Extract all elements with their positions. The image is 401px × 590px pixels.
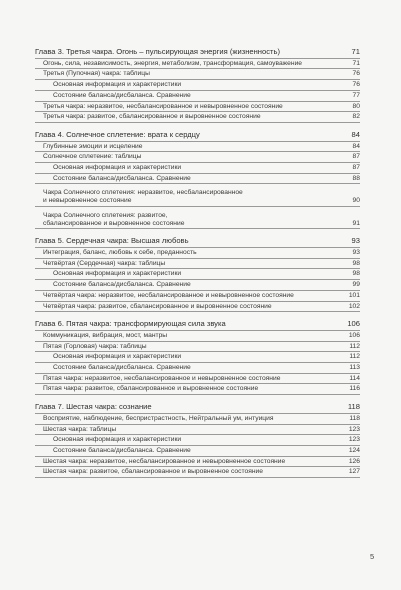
toc-entry-title: Пятая (Горловая) чакра: таблицы	[43, 342, 147, 350]
toc-entry-page: 123	[348, 425, 360, 433]
toc-entry-title: Шестая чакра: таблицы	[43, 425, 117, 433]
toc-entry-page: 118	[349, 414, 360, 422]
toc-entry-title: Чакра Солнечного сплетения: развитое, сбалансированное и выровненное состояние	[43, 211, 185, 227]
toc-entry-page: 112	[349, 353, 360, 361]
toc-entry	[35, 269, 360, 280]
toc-entry	[35, 188, 360, 206]
toc-chapter	[35, 236, 360, 248]
toc-entry-page: 114	[349, 374, 360, 382]
toc-entry	[35, 414, 360, 425]
toc-entry-page: 113	[349, 364, 360, 372]
toc-entry-page: 116	[349, 385, 360, 393]
toc-entry-page: 71	[351, 47, 360, 56]
toc-entry	[35, 302, 360, 313]
toc-entry-page: 80	[352, 102, 360, 110]
toc-entry	[35, 342, 360, 353]
toc-chapter	[35, 130, 360, 142]
toc-entry-title: Четвёртая чакра: неразвитое, несбалансированное и невыровненное состояние	[43, 291, 294, 299]
toc-chapter	[35, 402, 360, 414]
toc-entry-title: Основная информация и характеристики	[53, 436, 182, 444]
toc-entry-page: 90	[352, 197, 360, 205]
toc-entry-title: Интеграция, баланс, любовь к себе, преданность	[43, 249, 197, 256]
toc-entry-title: Глава 7. Шестая чакра: сознание	[35, 402, 152, 412]
toc-entry	[35, 152, 360, 163]
toc-entry-title: Состояние баланса/дисбаланса. Сравнение	[53, 281, 191, 289]
toc-entry	[35, 211, 360, 229]
toc-entry-title: Глубинные эмоции и исцеление	[43, 142, 143, 150]
toc-entry-title: Чакра Солнечного сплетения: неразвитое, несбалансированное и невыровненное состояние	[43, 189, 243, 205]
toc-entry-title: Глава 4. Солнечное сплетение: врата к сердцу	[35, 129, 200, 139]
toc-entry-title: Коммуникация, вибрация, мост, мантры	[43, 331, 168, 339]
toc-entry-page: 76	[352, 70, 360, 78]
toc-entry-title: Глава 3. Третья чакра. Огонь – пульсирующая энергия (жизненность)	[35, 47, 280, 56]
toc-entry-title: Огонь, сила, независимость, энергия, метаболизм, трансформация, самоуважение	[43, 59, 303, 67]
toc-entry-title: Основная информация и характеристики	[53, 353, 182, 361]
toc-entry-page: 112	[349, 342, 360, 350]
toc-entry-title: Шестая чакра: неразвитое, несбалансированное и невыровненное состояние	[43, 457, 286, 465]
toc-entry-title: Состояние баланса/дисбаланса. Сравнение	[53, 174, 191, 182]
toc-entry-title: Третья чакра: неразвитое, несбалансированное и невыровненное состояние	[43, 102, 283, 110]
page-number: 5	[370, 552, 375, 561]
toc-entry	[35, 69, 360, 80]
toc-entry-page: 84	[351, 129, 360, 139]
toc-entry-title: Четвёртая (Сердечная) чакра: таблицы	[43, 259, 166, 267]
toc-entry	[35, 163, 360, 174]
toc-entry-page: 76	[352, 81, 360, 89]
toc-entry-title: Восприятие, наблюдение, беспристрастность, Нейтральный ум, интуиция	[43, 414, 274, 422]
toc-entry-page: 91	[352, 219, 360, 227]
toc-entry	[35, 59, 360, 70]
toc-entry-title: Глава 5. Сердечная чакра: Высшая любовь	[35, 236, 189, 246]
toc-entry	[35, 259, 360, 270]
toc-entry	[35, 425, 360, 436]
toc-entry	[35, 174, 360, 185]
toc-entry	[35, 248, 360, 259]
toc-entry-page: 124	[348, 446, 360, 454]
toc-entry-page: 118	[347, 402, 360, 412]
toc-entry-page: 102	[348, 302, 360, 310]
toc-entry	[35, 457, 360, 468]
toc-entry-page: 93	[351, 236, 360, 246]
toc-entry-page: 84	[352, 142, 360, 150]
toc-entry-page: 101	[348, 291, 360, 299]
toc-chapter	[35, 319, 360, 331]
toc-entry-page: 99	[352, 281, 360, 289]
toc-entry	[35, 142, 360, 153]
toc-entry-page: 106	[347, 319, 360, 329]
toc-entry-page: 123	[348, 436, 360, 444]
toc-entry-title: Основная информация и характеристики	[53, 164, 182, 172]
toc-entry-page: 98	[352, 270, 360, 278]
toc-entry-title: Третья чакра: развитое, сбалансированное и выровненное состояние	[43, 113, 261, 121]
toc-entry-title: Третья (Пупочная) чакра: таблицы	[43, 70, 150, 78]
toc-entry-title: Солнечное сплетение: таблицы	[43, 153, 142, 161]
toc-entry-title: Глава 6. Пятая чакра: трансформирующая сила звука	[35, 319, 226, 329]
toc-entry-title: Состояние баланса/дисбаланса. Сравнение	[53, 364, 191, 372]
toc-entry-page: 87	[352, 164, 360, 172]
toc-entry	[35, 435, 360, 446]
toc-entry-page: 82	[352, 113, 360, 121]
toc-entry-title: Шестая чакра: развитое, сбалансированное и выровненное состояние	[43, 468, 263, 476]
toc-entry-page: 93	[352, 249, 360, 256]
toc-entry-page: 71	[352, 59, 360, 67]
toc-entry	[35, 467, 360, 478]
toc-entry-title: Состояние баланса/дисбаланса. Сравнение	[53, 446, 191, 454]
toc-entry	[35, 446, 360, 457]
toc-entry-title: Четвёртая чакра: развитое, сбалансированное и выровненное состояние	[43, 302, 272, 310]
toc-entry	[35, 91, 360, 102]
toc-entry-page: 106	[348, 331, 360, 339]
toc-chapter	[35, 47, 360, 59]
toc-entry-page: 127	[348, 468, 360, 476]
toc-entry-title: Пятая чакра: неразвитое, несбалансированное и невыровненное состояние	[43, 374, 281, 382]
toc-entry-title: Основная информация и характеристики	[53, 270, 182, 278]
toc-entry	[35, 363, 360, 374]
toc-entry	[35, 374, 360, 385]
toc-entry-page: 77	[352, 91, 360, 99]
toc-entry	[35, 291, 360, 302]
toc-entry	[35, 384, 360, 395]
toc-entry-title: Пятая чакра: развитое, сбалансированное и выровненное состояние	[43, 385, 259, 393]
toc-entry	[35, 112, 360, 123]
toc-entry	[35, 280, 360, 291]
table-of-contents	[35, 47, 360, 478]
toc-entry-title: Основная информация и характеристики	[53, 81, 182, 89]
toc-entry-title: Состояние баланса/дисбаланса. Сравнение	[53, 91, 191, 99]
toc-entry	[35, 352, 360, 363]
toc-entry-page: 126	[348, 457, 360, 465]
toc-entry-page: 98	[352, 259, 360, 267]
toc-entry	[35, 102, 360, 113]
toc-entry-page: 88	[352, 174, 360, 182]
toc-entry	[35, 331, 360, 342]
toc-entry	[35, 80, 360, 91]
toc-entry-page: 87	[352, 153, 360, 161]
